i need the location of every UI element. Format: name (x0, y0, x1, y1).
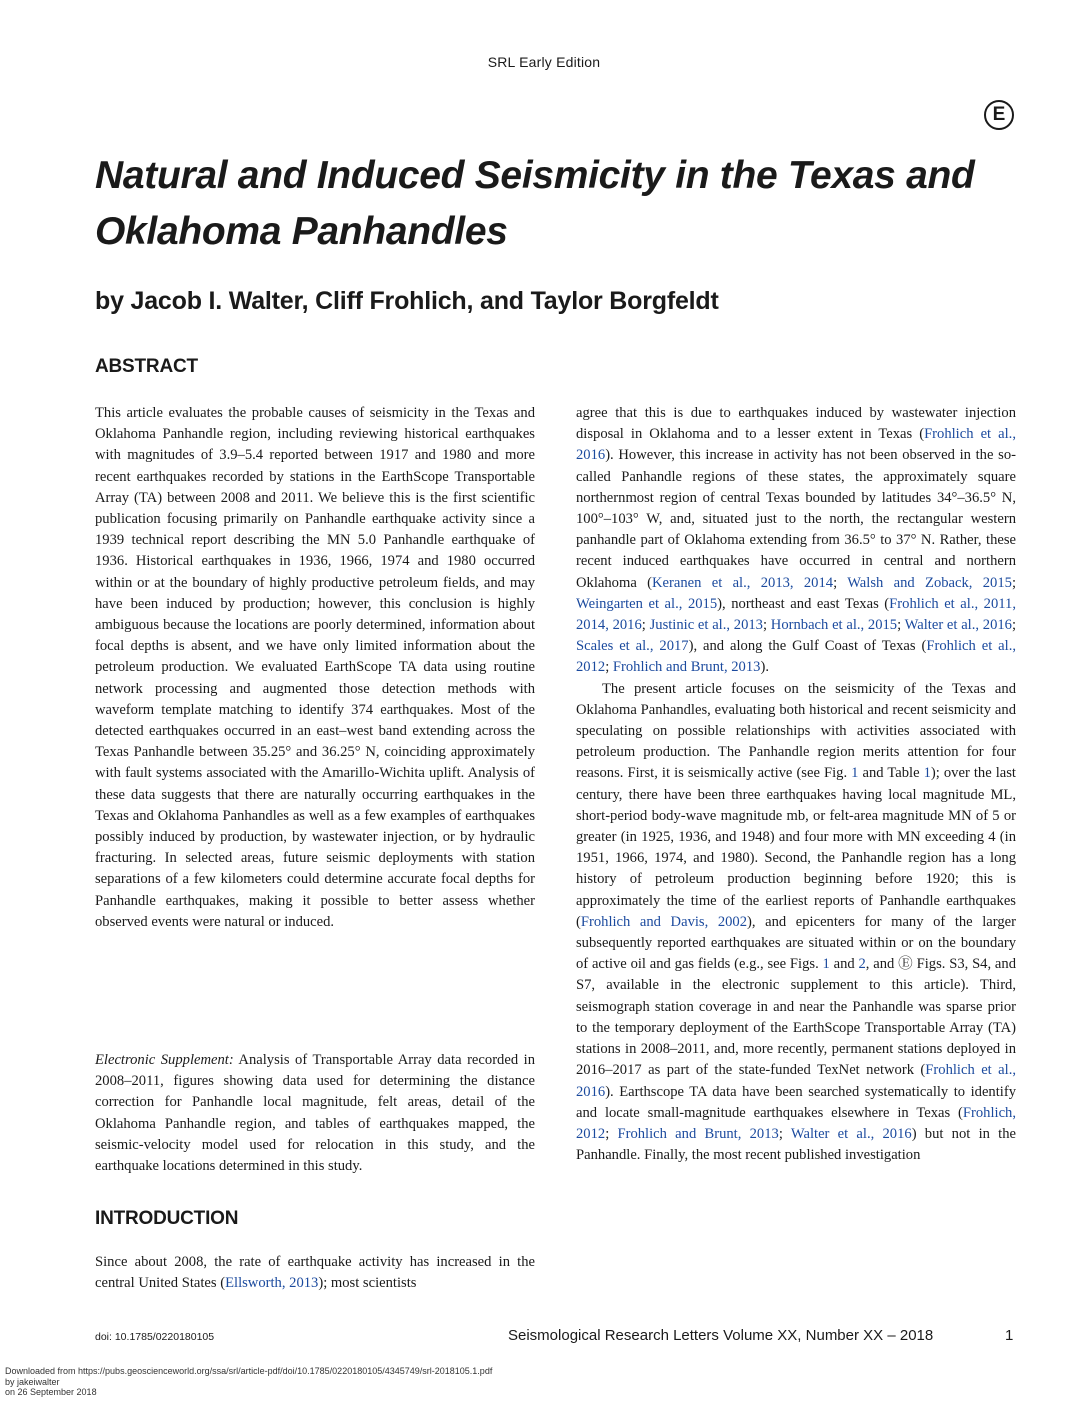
body-text: ; (605, 659, 613, 676)
download-line: Downloaded from https://pubs.geoscienceworld.org/ssa/srl/article-pdf/doi/10.1785/0220180105/4345749/srl-2018105.1.pdf (5, 1366, 493, 1376)
citation-link[interactable]: Weingarten et al., 2015 (576, 595, 718, 612)
body-text: and (829, 956, 859, 973)
download-line: by jakeiwalter (5, 1376, 60, 1387)
body-text: ), northeast and east Texas ( (717, 595, 890, 612)
supplement-label: Electronic Supplement: (95, 1052, 234, 1068)
body-text: ) but not in the Panhandle. Finally, the most recent published investigation (576, 1125, 1016, 1164)
citation-link[interactable]: Frohlich, 2012 (576, 1104, 1016, 1142)
body-text: ; (605, 1125, 618, 1142)
introduction-paragraph (95, 1252, 535, 1294)
article-authors: by Jacob I. Walter, Cliff Frohlich, and Taylor Borgfeldt (95, 287, 719, 315)
citation-link[interactable]: Frohlich and Davis, 2002 (580, 913, 748, 930)
footer-journal: Seismological Research Letters Volume XX, Number XX – 2018 (508, 1327, 934, 1344)
citation-link[interactable]: Justinic et al., 2013 (649, 617, 763, 634)
supplement-block (95, 1050, 535, 1177)
body-text: , and Ⓔ Figs. S3, S4, and S7, available in the electronic supplement to this article). Third, seismograph station coverage in and near the Panhandle was sparse prior to the temporary deployment of the EarthScope Transportable Array (TA) stations in 2008–2011, and, more recently, permanent stations deployed in 2016–2017 as part of the state-funded TexNet network ( (576, 956, 1016, 1079)
supplement-paragraph (95, 1050, 535, 1177)
right-paragraph-2 (576, 679, 1016, 1167)
footer-doi: doi: 10.1785/0220180105 (95, 1331, 215, 1343)
citation-link[interactable]: Frohlich et al., 2016 (576, 1062, 1016, 1100)
body-text: ; (1011, 617, 1017, 634)
download-note (5, 1366, 492, 1398)
body-text: and Table (858, 765, 924, 782)
body-text: ). Earthscope TA data have been searched systematically to identify and locate small-magnitude earthquakes elsewhere in Texas ( (576, 1083, 1016, 1121)
abstract-text: This article evaluates the probable causes of seismicity in the Texas and Oklahoma Panhandle region, including reviewing historical earthquakes with magnitudes of 3.9–5.4 reported between 1917 and 1980 and more recent earthquakes recorded by stations in the EarthScope Transportable Array (TA) between 2008 and 2011. We believe this is the first scientific publication focusing primarily on Panhandle earthquake activity since a 1939 technical report describing the MN 5.0 Panhandle earthquake of 1936. Historical earthquakes in 1936, 1966, 1974 and 1980 occurred within or at the boundary of highly productive petroleum fields, and may have been induced by production; however, this conclusion is highly ambiguous because the locations are poorly determined, information about focal depths is absent, and we have only limited information about the petroleum production. We evaluated EarthScope TA data using routine network processing and augmented those detection methods with waveform template matching to identify 374 earthquakes. Most of the detected earthquakes occurred in an east–west band extending across the Texas Panhandle between 35.25° and 36.25° N, coinciding approximately with fault systems associated with the Amarillo-Wichita uplift. Analysis of these data suggests that there are naturally occurring earthquakes in the Texas and Oklahoma Panhandles as well as a few examples of earthquakes possibly induced by production, by wastewater injection, or by hydraulic fracturing. In selected areas, future seismic deployments with station separations of a few kilometers could determine accurate focal depths for Panhandle earthquakes, making it possible to better assess whether observed events were natural or induced. (95, 405, 535, 930)
body-text: ; (1011, 574, 1017, 591)
footer-page-number: 1 (1005, 1327, 1014, 1344)
body-text: The present article focuses on the seismicity of the Texas and Oklahoma Panhandles, evaluating both historical and recent seismicity and speculating on possible relationships with activities associated with petroleum production. The Panhandle region merits attention for four reasons. First, it is seismically active (see Fig. (576, 680, 1016, 782)
body-text: ; (833, 574, 848, 591)
citation-link[interactable]: Keranen et al., 2013, 2014 (651, 574, 834, 591)
intro-text-start: Since about 2008, the rate of earthquake activity has increased in the central United States ( (95, 1254, 535, 1292)
introduction-heading: INTRODUCTION (95, 1208, 239, 1229)
body-text: ), and along the Gulf Coast of Texas ( (688, 638, 927, 655)
citation-link[interactable]: Frohlich et al., 2011, 2014, 2016 (576, 595, 1016, 634)
body-text: ; (897, 617, 905, 634)
supplement-text: Analysis of Transportable Array data recorded in 2008–2011, figures showing data used for determining the distance correction for Panhandle local magnitude, felt areas, detail of the Oklahoma Panhandle region, and tables of earthquakes mapped, the seismic-velocity model used for relocation in this study, and the earthquake locations determined in this study. (95, 1052, 535, 1175)
body-text: agree that this is due to earthquakes induced by wastewater injection disposal in Oklahoma and to a lesser extent in Texas ( (576, 405, 1016, 443)
citation-link[interactable]: 1 (923, 765, 931, 782)
intro-text-end: ); most scientists (318, 1275, 417, 1292)
introduction-block (95, 1252, 535, 1294)
citation-link[interactable]: Frohlich and Brunt, 2013 (617, 1125, 779, 1142)
body-text: ; (641, 617, 650, 634)
citation-link[interactable]: Scales et al., 2017 (576, 638, 689, 655)
running-head: SRL Early Edition (487, 54, 601, 70)
body-text: ); over the last century, there have been three earthquakes having local magnitude ML, short-period body-wave magnitude mb, or felt-area magnitude MN of 5 or greater (in 1925, 1936, and 1948) and four more with MN exceeding 4 (in 1951, 1966, 1974, and 1980). Second, the Panhandle region has a long history of petroleum production beginning before 1920; this is approximately the time of the earliest reports of Panhandle earthquakes ( (576, 765, 1016, 930)
electronic-supplement-icon: E (984, 100, 1014, 130)
body-text: ). However, this increase in activity has not been observed in the so-called Panhandle regions of these states, the approximately square northernmost region of central Texas bounded by latitudes 34°–36.5° N, 100°–103° W, and, situated just to the north, the rectangular western panhandle part of Oklahoma extending from 36.5° to 37° N. Rather, these recent induced earthquakes have occurred in central and northern Oklahoma ( (576, 447, 1016, 591)
body-text: ; (762, 617, 771, 634)
article-title: Natural and Induced Seismicity in the Texas and Oklahoma Panhandles (95, 154, 975, 253)
body-text: ; (778, 1125, 791, 1142)
citation-link[interactable]: Frohlich et al., 2012 (576, 638, 1016, 676)
citation-link[interactable]: Walter et al., 2016 (904, 617, 1012, 634)
citation-link[interactable]: Hornbach et al., 2015 (770, 617, 898, 634)
citation-link[interactable]: Walter et al., 2016 (790, 1125, 912, 1142)
citation-link[interactable]: Walsh and Zoback, 2015 (847, 574, 1012, 591)
citation-link[interactable]: 1 (822, 956, 830, 973)
citation-link[interactable]: 2 (858, 956, 866, 973)
abstract-heading: ABSTRACT (95, 356, 198, 377)
right-column (576, 403, 1016, 1166)
citation-link[interactable]: 1 (851, 765, 859, 782)
body-text: ). (760, 659, 769, 676)
left-column (95, 403, 535, 933)
citation-link[interactable]: Frohlich and Brunt, 2013 (612, 659, 761, 676)
download-line: on 26 September 2018 (5, 1387, 97, 1397)
intro-citation-link[interactable]: Ellsworth, 2013 (225, 1275, 319, 1292)
citation-link[interactable]: Frohlich et al., 2016 (576, 426, 1016, 464)
body-text: ), and epicenters for many of the larger subsequently reported earthquakes are situated within or on the boundary of active oil and gas fields (e.g., see Figs. (576, 913, 1016, 973)
right-paragraph-1 (576, 403, 1016, 679)
